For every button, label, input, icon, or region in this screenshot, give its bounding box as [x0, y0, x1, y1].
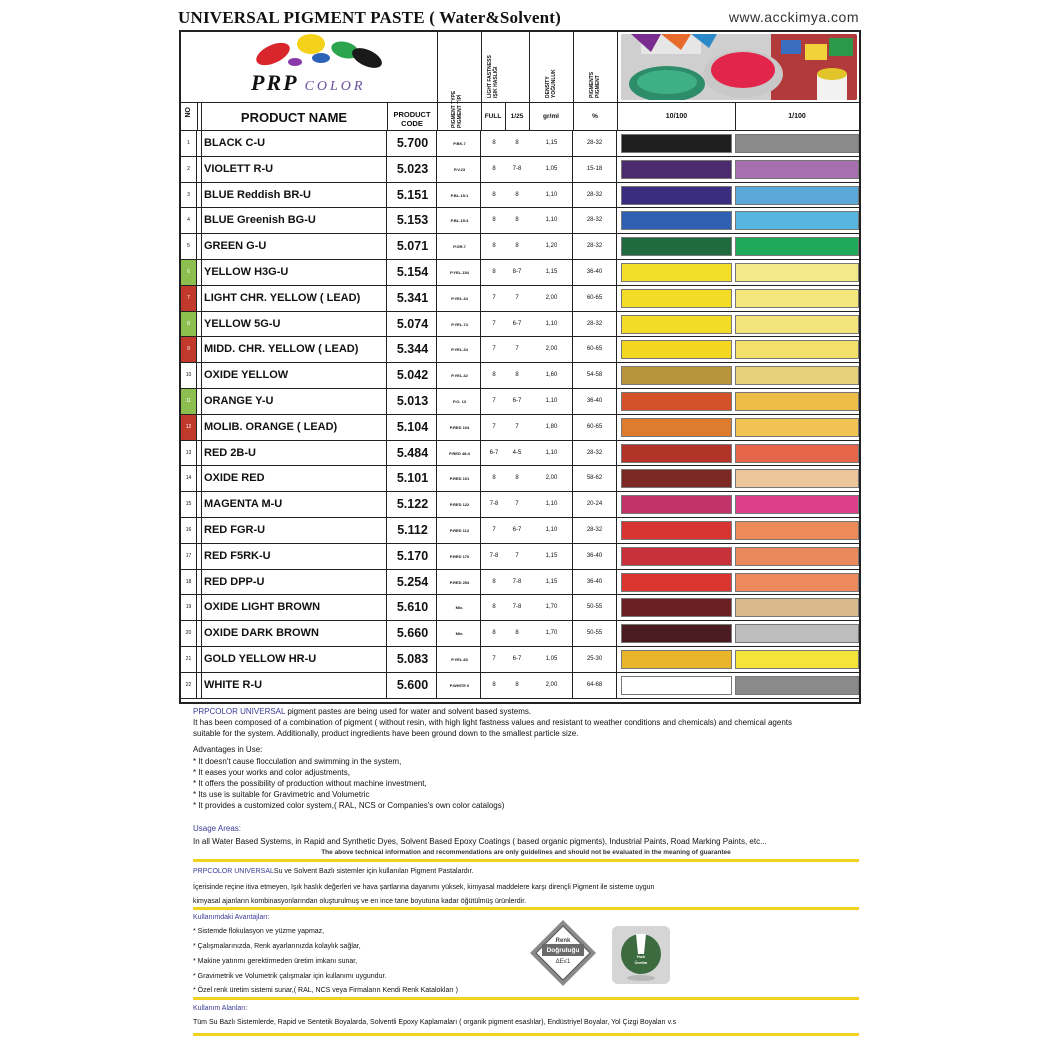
english-usage-text: In all Water Based Systems, in Rapid and Synthetic Dyes, Solvent Based Epoxy Coatings ( based organic pigments), Industrial Paints, Road Marking Paints, etc... — [193, 837, 767, 846]
table-row — [181, 286, 859, 312]
product-code: 5.254 — [389, 570, 437, 595]
light-fastness-full: 7 — [492, 398, 496, 404]
product-name: LIGHT CHR. YELLOW ( LEAD) — [201, 286, 387, 311]
light-fastness-ratio: 6-7 — [512, 320, 522, 327]
row-number: 21 — [181, 647, 197, 672]
density-value: 1,05 — [531, 647, 573, 672]
product-code: 5.484 — [389, 441, 437, 466]
density-value: 1,10 — [531, 492, 573, 517]
color-swatch-full — [621, 547, 732, 566]
density-value: 1,60 — [531, 363, 573, 388]
divider — [193, 907, 859, 910]
light-fastness-ratio: 8 — [515, 681, 519, 688]
color-swatch-full — [621, 160, 732, 179]
color-swatch-full — [621, 521, 732, 540]
row-number: 20 — [181, 621, 197, 646]
table-row — [181, 234, 859, 260]
row-number: 22 — [181, 673, 197, 698]
light-fastness-full: 8 — [492, 604, 496, 611]
row-number: 8 — [181, 312, 197, 337]
color-swatch-reduced — [735, 392, 859, 411]
pigment-type: P.YEL.83 — [439, 647, 481, 672]
color-swatch-reduced — [735, 624, 859, 643]
pigment-type: P.RED 101 — [439, 466, 481, 491]
table-row — [181, 183, 859, 209]
product-code: 5.023 — [389, 157, 437, 182]
turkish-advantages-title: Kullanımdaki Avantajları: — [193, 914, 270, 921]
product-code: 5.074 — [389, 312, 437, 337]
light-fastness-full: 8 — [492, 269, 496, 275]
row-number: 11 — [181, 389, 197, 414]
color-swatch-reduced — [735, 521, 859, 540]
color-swatch-full — [621, 676, 732, 695]
product-code: 5.341 — [389, 286, 437, 311]
density-value: 1,10 — [531, 389, 573, 414]
pigment-percent: 60-65 — [573, 286, 617, 311]
row-number: 19 — [181, 595, 197, 620]
light-fastness-full: 7 — [492, 320, 496, 327]
english-advantages-list: * It doesn't cause flocculation and swimming in the system, * It eases your works and color adjustments, * It offers the possibility of production without machine investment, * Its use is suitable for Gravimetric and Volumetric * It provides a customized color system,( RAL, NCS or Companies's own color catalogs) — [193, 757, 505, 810]
product-code: 5.154 — [389, 260, 437, 285]
row-number: 10 — [181, 363, 197, 388]
light-fastness-full: 7-8 — [489, 501, 499, 508]
turkish-intro: PRPCOLOR UNIVERSALSu ve Solvent Bazlı sistemler için kullanılan Pigment Pastalardır. — [193, 868, 474, 875]
table-row — [181, 673, 859, 699]
pigment-percent: 64-68 — [573, 673, 617, 698]
product-name: BLACK C-U — [201, 131, 387, 156]
table-row — [181, 312, 859, 338]
light-fastness-full: 6-7 — [489, 449, 499, 456]
color-swatch-reduced — [735, 598, 859, 617]
turkish-advantage-4: * Gravimetrik ve Volumetrik çalışmalar için kullanımı uygundur. — [193, 973, 387, 980]
header-unit: gr/ml — [543, 113, 559, 120]
density-value: 2,00 — [531, 337, 573, 362]
color-accuracy-badge: Renk Doğruluğu ΔE≤1 — [528, 918, 598, 988]
turkish-usage-text: Tüm Su Bazlı Sistemlerde, Rapid ve Sentetik Boyalarda, Solventli Epoxy Kaplamaları ( organik pigment esaslılar), Endüstriyel Boyalar, Yol Çizgi Boyaları v.s — [193, 1019, 677, 1026]
product-code: 5.170 — [389, 544, 437, 569]
product-name: OXIDE LIGHT BROWN — [201, 595, 387, 620]
header-density: DENSITY YOĞUNLUK — [545, 69, 557, 98]
pigment-percent: 20-24 — [573, 492, 617, 517]
header-pigment-type: PIGMENT TYPE PIGMENT TİPİ — [451, 90, 463, 128]
divider — [193, 1033, 859, 1036]
guarantee-note: The above technical information and recommendations are only guidelines and should not be evaluated in the meaning of guarantee — [321, 849, 731, 856]
light-fastness-ratio: 6-7 — [512, 656, 522, 662]
color-swatch-reduced — [735, 340, 859, 359]
pigment-percent: 28-32 — [573, 312, 617, 337]
pigment-percent: 60-65 — [573, 415, 617, 440]
header-ratio: 1/25 — [510, 113, 524, 120]
light-fastness-full: 7 — [492, 423, 496, 430]
turkish-advantage-1: * Sistemde flokulasyon ve yüzme yapmaz, — [193, 928, 325, 935]
product-name: WHITE R-U — [201, 673, 387, 698]
pigment-type: P.BL.15:1 — [439, 183, 481, 208]
color-swatch-reduced — [735, 676, 859, 695]
color-swatch-reduced — [735, 444, 859, 463]
logo-text: PRP COLOR — [251, 70, 366, 95]
product-name: BLUE Greenish BG-U — [201, 208, 387, 233]
prp-color-logo — [199, 32, 435, 102]
product-code: 5.042 — [389, 363, 437, 388]
pigment-type: P.YEL.34 — [439, 337, 481, 362]
row-number: 9 — [181, 337, 197, 362]
row-number: 14 — [181, 466, 197, 491]
header-percent: % — [592, 113, 598, 120]
light-fastness-full: 7 — [492, 294, 496, 301]
product-code: 5.112 — [389, 518, 437, 543]
table-row — [181, 492, 859, 518]
row-number: 6 — [181, 260, 197, 285]
table-row — [181, 570, 859, 596]
color-swatch-reduced — [735, 263, 859, 282]
light-fastness-full: 8 — [492, 578, 496, 585]
product-code: 5.700 — [389, 131, 437, 156]
product-name: YELLOW H3G-U — [201, 260, 387, 285]
light-fastness-full: 8 — [492, 681, 496, 688]
light-fastness-ratio: 8 — [515, 191, 519, 198]
color-swatch-reduced — [735, 211, 859, 230]
header-full: FULL — [484, 113, 502, 120]
color-swatch-reduced — [735, 469, 859, 488]
table-row — [181, 337, 859, 363]
pigment-type: P.BL.15:3 — [439, 208, 481, 233]
density-value: 2,00 — [531, 466, 573, 491]
pigment-type: P.O. 13 — [439, 389, 481, 414]
product-name: BLUE Reddish BR-U — [201, 183, 387, 208]
product-name: YELLOW 5G-U — [201, 312, 387, 337]
table-row — [181, 363, 859, 389]
color-swatch-full — [621, 211, 732, 230]
color-swatch-reduced — [735, 366, 859, 385]
product-name: GREEN G-U — [201, 234, 387, 259]
product-code: 5.101 — [389, 466, 437, 491]
density-value: 2,00 — [531, 286, 573, 311]
table-row — [181, 544, 859, 570]
table-header — [181, 32, 859, 131]
pigment-percent: 15-18 — [573, 157, 617, 182]
english-usage-title: Usage Areas: — [193, 824, 242, 833]
product-code: 5.344 — [389, 337, 437, 362]
product-code: 5.610 — [389, 595, 437, 620]
english-advantages-title: Advantages in Use: — [193, 745, 263, 754]
divider — [193, 997, 859, 1000]
row-number: 4 — [181, 208, 197, 233]
pigment-percent: 36-40 — [573, 260, 617, 285]
color-swatch-full — [621, 340, 732, 359]
product-name: RED 2B-U — [201, 441, 387, 466]
pigment-type: P.RED 170 — [439, 544, 481, 569]
table-row — [181, 157, 859, 183]
pigment-type: Mix. — [439, 621, 481, 646]
table-row — [181, 595, 859, 621]
light-fastness-full: 8 — [492, 165, 496, 172]
english-intro-line3: suitable for the system. Additionally, product ingredients have been ground down to the smallest particle size. — [193, 729, 579, 738]
pigment-type: P.V.23 — [439, 157, 481, 182]
light-fastness-ratio: 7 — [515, 294, 519, 301]
light-fastness-ratio: 8 — [515, 217, 519, 224]
pigment-type: P.GR.7 — [439, 234, 481, 259]
color-swatch-full — [621, 418, 732, 437]
color-swatch-full — [621, 263, 732, 282]
light-fastness-ratio: 8 — [515, 243, 519, 250]
row-number: 3 — [181, 183, 197, 208]
color-swatch-full — [621, 650, 732, 669]
divider — [193, 859, 859, 862]
color-swatch-reduced — [735, 237, 859, 256]
table-row — [181, 621, 859, 647]
light-fastness-ratio: 7 — [515, 423, 519, 430]
density-value: 1,70 — [531, 621, 573, 646]
pigment-type: P.WHITE 6 — [439, 673, 481, 698]
pigment-type: P.RED 112 — [439, 518, 481, 543]
light-fastness-ratio: 7-8 — [512, 604, 522, 611]
light-fastness-full: 8 — [492, 630, 496, 637]
pigment-percent: 36-40 — [573, 544, 617, 569]
product-code: 5.013 — [389, 389, 437, 414]
density-value: 1,10 — [531, 518, 573, 543]
product-code: 5.153 — [389, 208, 437, 233]
row-number: 16 — [181, 518, 197, 543]
color-swatch-reduced — [735, 573, 859, 592]
color-swatch-reduced — [735, 495, 859, 514]
density-value: 1,10 — [531, 312, 573, 337]
pigment-percent: 25-30 — [573, 647, 617, 672]
pigment-type: P.RED 122 — [439, 492, 481, 517]
color-swatch-full — [621, 289, 732, 308]
pigment-percent: 60-65 — [573, 337, 617, 362]
light-fastness-full: 8 — [492, 475, 496, 482]
light-fastness-ratio: 8 — [515, 140, 519, 146]
density-value: 1,80 — [531, 415, 573, 440]
table-row — [181, 415, 859, 441]
density-value: 1,15 — [531, 260, 573, 285]
pigment-percent: 28-32 — [573, 208, 617, 233]
product-name: ORANGE Y-U — [201, 389, 387, 414]
light-fastness-ratio: 6-7 — [512, 398, 522, 404]
light-fastness-ratio: 8 — [515, 630, 519, 637]
density-value: 1,05 — [531, 157, 573, 182]
pigment-percent: 54-58 — [573, 363, 617, 388]
color-swatch-full — [621, 469, 732, 488]
row-number: 2 — [181, 157, 197, 182]
table-row — [181, 441, 859, 467]
turkish-intro-line3: kimyasal ajanların kombinasyonlarından oluşturulmuş ve en ince tane boyutuna kadar öğütülmüş ürünlerdir. — [193, 898, 527, 905]
pigment-percent: 28-32 — [573, 183, 617, 208]
light-fastness-ratio: 6-7 — [512, 527, 522, 533]
row-number: 13 — [181, 441, 197, 466]
product-code: 5.071 — [389, 234, 437, 259]
color-swatch-reduced — [735, 650, 859, 669]
color-swatch-reduced — [735, 289, 859, 308]
light-fastness-ratio: 8 — [515, 475, 519, 482]
row-number: 15 — [181, 492, 197, 517]
header-product-code: PRODUCT CODE — [393, 110, 431, 128]
pigment-table — [179, 30, 861, 704]
color-swatch-reduced — [735, 160, 859, 179]
light-fastness-ratio: 7 — [515, 346, 519, 353]
light-fastness-full: 8 — [492, 372, 496, 379]
header-no: NO — [185, 107, 192, 118]
light-fastness-ratio: 7-8 — [512, 578, 522, 585]
pigment-type: P.YEL.42 — [439, 363, 481, 388]
density-value: 1,15 — [531, 544, 573, 569]
color-swatch-full — [621, 392, 732, 411]
header-product-name: PRODUCT NAME — [240, 110, 348, 125]
light-fastness-ratio: 8 — [515, 372, 519, 379]
product-name: GOLD YELLOW HR-U — [201, 647, 387, 672]
pigment-type: P.RED 48:4 — [439, 441, 481, 466]
turkish-advantage-5: * Özel renk üretim sistemi sunar,( RAL, NCS veya Firmaların Kendi Renk Katalokları ) — [193, 987, 458, 994]
turkish-intro-line2: İçerisinde reçine itiva etmeyen, Işık haslık değerleri ve hava şartlarına dayanımı yüksek, kimyasal maddelere karşı dirençli Pigment ile sisteme uygun — [193, 884, 655, 891]
light-fastness-ratio: 7-8 — [512, 165, 522, 172]
light-fastness-full: 8 — [492, 140, 496, 146]
turkish-advantage-3: * Makine yatırımı gerektirmeden üretim imkanı sunar, — [193, 958, 358, 965]
density-value: 1,20 — [531, 234, 573, 259]
table-row — [181, 466, 859, 492]
table-row — [181, 131, 859, 157]
pigment-percent: 36-40 — [573, 389, 617, 414]
product-code: 5.600 — [389, 673, 437, 698]
color-swatch-full — [621, 134, 732, 153]
density-value: 1,70 — [531, 595, 573, 620]
density-value: 1,10 — [531, 183, 573, 208]
table-row — [181, 260, 859, 286]
density-value: 1,15 — [531, 570, 573, 595]
page-title: UNIVERSAL PIGMENT PASTE ( Water&Solvent) — [178, 8, 561, 27]
density-value: 1,10 — [531, 441, 573, 466]
product-name: RED DPP-U — [201, 570, 387, 595]
color-swatch-full — [621, 315, 732, 334]
pigment-type: P.YEL.74 — [439, 312, 481, 337]
pigment-type: P.RED 104 — [439, 415, 481, 440]
color-swatch-reduced — [735, 315, 859, 334]
color-swatch-full — [621, 598, 732, 617]
color-swatch-full — [621, 237, 732, 256]
row-number: 7 — [181, 286, 197, 311]
table-row — [181, 647, 859, 673]
header-shade-reduced: 1/100 — [788, 113, 806, 120]
product-name: MAGENTA M-U — [201, 492, 387, 517]
pigment-percent: 28-32 — [573, 441, 617, 466]
pigment-type: P.YEL.154 — [439, 260, 481, 285]
pigment-percent: 50-55 — [573, 595, 617, 620]
product-name: OXIDE DARK BROWN — [201, 621, 387, 646]
light-fastness-ratio: 7 — [515, 501, 519, 508]
light-fastness-full: 7 — [492, 346, 496, 353]
density-value: 1,10 — [531, 208, 573, 233]
pigment-type: Mix. — [439, 595, 481, 620]
product-name: MOLIB. ORANGE ( LEAD) — [201, 415, 387, 440]
color-swatch-full — [621, 495, 732, 514]
header-shade-full: 10/100 — [665, 113, 688, 120]
pigment-type: P.YEL.34 — [439, 286, 481, 311]
table-row — [181, 389, 859, 415]
density-value: 2,00 — [531, 673, 573, 698]
pigment-percent: 28-32 — [573, 234, 617, 259]
english-intro-line2: It has been composed of a combination of pigment ( without resin, with high light fastness values and resistant to weather conditions and chemicals) and chemical agents — [193, 718, 792, 727]
color-swatch-reduced — [735, 418, 859, 437]
header-pigments: PIGMENTS PIGMENT — [589, 71, 601, 98]
light-fastness-ratio: 7 — [515, 552, 519, 559]
table-row — [181, 518, 859, 544]
light-fastness-full: 7 — [492, 656, 496, 662]
paint-cans-photo — [621, 34, 857, 100]
row-number: 1 — [181, 131, 197, 156]
pigment-percent: 58-62 — [573, 466, 617, 491]
color-swatch-full — [621, 366, 732, 385]
website-link[interactable]: www.acckimya.com — [728, 9, 859, 25]
light-fastness-full: 7-8 — [489, 552, 499, 559]
product-name: RED F5RK-U — [201, 544, 387, 569]
light-fastness-full: 8 — [492, 191, 496, 198]
turkish-usage-title: Kullanım Alanları: — [193, 1005, 248, 1012]
density-value: 1,15 — [531, 131, 573, 156]
color-swatch-full — [621, 186, 732, 205]
product-code: 5.660 — [389, 621, 437, 646]
product-code: 5.104 — [389, 415, 437, 440]
pigment-type: P.RED 254 — [439, 570, 481, 595]
product-name: VIOLETT R-U — [201, 157, 387, 182]
light-fastness-full: 8 — [492, 243, 496, 250]
row-number: 5 — [181, 234, 197, 259]
color-swatch-full — [621, 444, 732, 463]
product-name: RED FGR-U — [201, 518, 387, 543]
light-fastness-full: 7 — [492, 527, 496, 533]
product-name: OXIDE RED — [201, 466, 387, 491]
product-code: 5.151 — [389, 183, 437, 208]
pigment-percent: 50-55 — [573, 621, 617, 646]
fast-production-badge: Hızlı Üretim — [610, 924, 672, 986]
light-fastness-ratio: 8-7 — [512, 269, 522, 275]
product-name: MIDD. CHR. YELLOW ( LEAD) — [201, 337, 387, 362]
pigment-percent: 28-32 — [573, 518, 617, 543]
product-code: 5.083 — [389, 647, 437, 672]
row-number: 12 — [181, 415, 197, 440]
row-number: 18 — [181, 570, 197, 595]
color-swatch-reduced — [735, 547, 859, 566]
color-swatch-full — [621, 573, 732, 592]
pigment-percent: 36-40 — [573, 570, 617, 595]
table-row — [181, 208, 859, 234]
header-light-fastness: LIGHT FASTNESS IŞIK HASLIĞI — [487, 55, 499, 98]
english-intro: PRPCOLOR UNIVERSAL pigment pastes are being used for water and solvent based systems. — [193, 707, 532, 716]
product-code: 5.122 — [389, 492, 437, 517]
color-swatch-full — [621, 624, 732, 643]
light-fastness-ratio: 4-5 — [512, 449, 522, 456]
row-number: 17 — [181, 544, 197, 569]
light-fastness-full: 8 — [492, 217, 496, 224]
color-swatch-reduced — [735, 186, 859, 205]
color-swatch-reduced — [735, 134, 859, 153]
pigment-type: P.BK.7 — [439, 131, 481, 156]
pigment-percent: 28-32 — [573, 131, 617, 156]
turkish-advantage-2: * Çalışmalarınızda, Renk ayarlarınızda kolaylık sağlar, — [193, 943, 361, 950]
product-name: OXIDE YELLOW — [201, 363, 387, 388]
